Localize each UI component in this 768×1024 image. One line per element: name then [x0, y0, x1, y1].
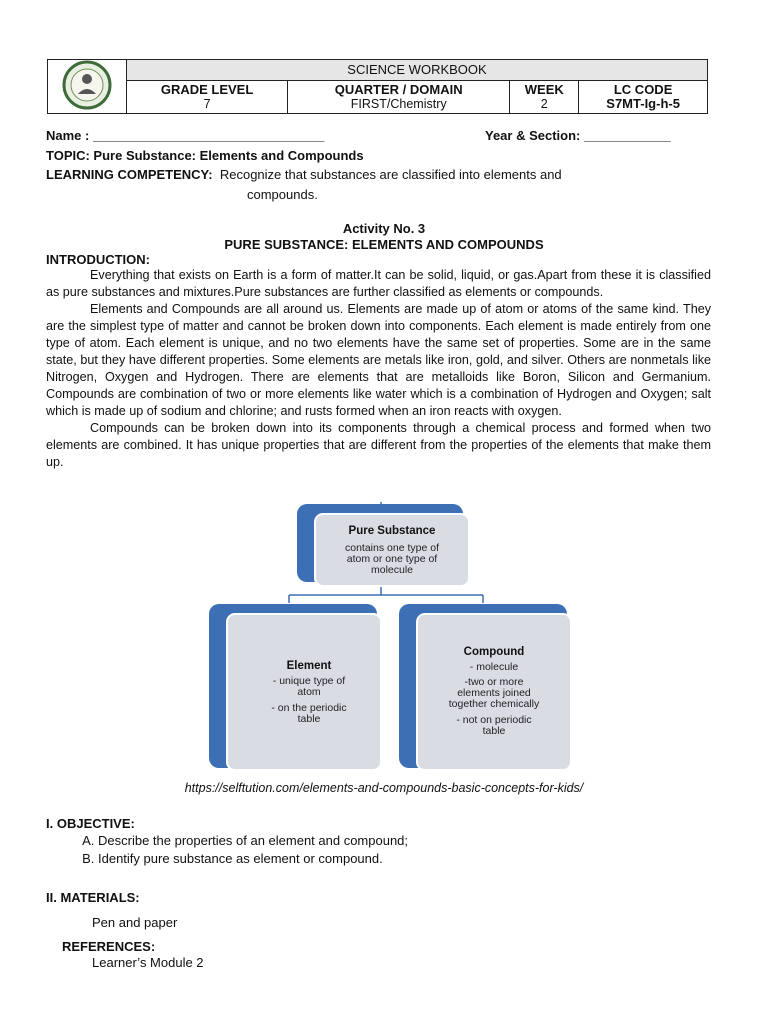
element-line: - on the periodic — [271, 702, 347, 714]
materials-text: Pen and paper — [92, 915, 178, 930]
compound-line: elements joined — [457, 687, 531, 699]
name-field[interactable]: Name : ________________________________ — [46, 128, 325, 143]
quarter-domain-cell — [288, 81, 510, 114]
grade-level-label: GRADE LEVEL — [160, 82, 254, 97]
references-text: Learner’s Module 2 — [92, 955, 204, 970]
element-title: Element — [286, 660, 332, 672]
week-label: WEEK — [524, 82, 564, 97]
week-cell — [510, 81, 579, 114]
element-line: atom — [297, 686, 321, 698]
lc-code-cell — [579, 81, 708, 114]
school-logo-cell — [48, 60, 127, 114]
materials-heading: II. MATERIALS: — [46, 890, 140, 905]
grade-level-value: 7 — [203, 97, 211, 111]
activity-number: Activity No. 3 — [342, 221, 426, 236]
learning-competency — [46, 167, 562, 183]
quarter-domain-label: QUARTER / DOMAIN — [334, 82, 463, 97]
compound-line: table — [482, 725, 506, 737]
intro-paragraph: Everything that exists on Earth is a form of matter.It can be solid, liquid, or gas.Apart from these it is classified as pure substances and mixtures.Pure substances are further classified as elements or compounds. — [46, 268, 711, 299]
element-line: table — [297, 713, 321, 725]
element-line: - unique type of — [272, 675, 346, 687]
compound-title: Compound — [463, 646, 525, 658]
workbook-title: SCIENCE WORKBOOK — [127, 60, 708, 81]
objective-heading: I. OBJECTIVE: — [46, 816, 135, 831]
source-url[interactable]: https://selftution.com/elements-and-compounds-basic-concepts-for-kids/ — [184, 781, 584, 795]
introduction-heading: INTRODUCTION: — [46, 252, 150, 267]
compound-line: - molecule — [469, 661, 519, 673]
objective-list — [76, 832, 408, 868]
competency-text-continued: compounds. — [247, 187, 318, 202]
quarter-domain-value: FIRST/Chemistry — [350, 97, 447, 111]
pure-substance-line: atom or one type of — [346, 553, 438, 565]
competency-label: LEARNING COMPETENCY: — [46, 167, 213, 182]
week-value: 2 — [540, 97, 548, 111]
topic-line: TOPIC: Pure Substance: Elements and Compounds — [46, 148, 364, 163]
compound-line: together chemically — [448, 698, 540, 710]
school-seal-icon — [52, 60, 122, 110]
pure-substance-line: molecule — [370, 564, 414, 576]
objective-item: A. Describe the properties of an element and compound; — [98, 832, 408, 850]
references-heading: REFERENCES: — [62, 939, 156, 954]
competency-text: Recognize that substances are classified into elements and — [219, 167, 562, 182]
compound-line: - not on periodic — [456, 714, 532, 726]
pure-substance-title: Pure Substance — [348, 525, 436, 537]
lc-code-value: S7MT-Ig-h-5 — [606, 96, 680, 111]
intro-paragraph: Compounds can be broken down into its components through a chemical process and formed when two elements are combined. It has unique properties that are different from the properties of the elements that make them up. — [46, 421, 711, 469]
header-table — [47, 59, 708, 114]
compound-line: -two or more — [464, 676, 524, 688]
intro-paragraph: Elements and Compounds are all around us. Elements are made up of atom or atoms of the same kind. They are the simplest type of matter and cannot be broken down into components. Each element is made entirely from one type of atom. Each element is unique, and no two elements have the same set of properties. Some are in the same state, but they have different properties. Some elements are metals like iron, gold, and silver. Others are nonmetals like Nitrogen, Oxygen and Hydrogen. There are elements that are metalloids like Boron, Silicon and Germanium. Compounds are combination of two or more elements like water which is a combination of Hydrogen and Oxygen; salt which is made up of sodium and chlorine; and rusts formed when an iron reacts with oxygen. — [46, 302, 711, 418]
introduction-body — [46, 267, 711, 471]
pure-substance-line: contains one type of — [345, 542, 439, 554]
pure-substance-diagram — [205, 498, 580, 773]
year-section-field[interactable]: Year & Section: ____________ — [485, 128, 671, 143]
grade-level-cell — [127, 81, 288, 114]
activity-title: PURE SUBSTANCE: ELEMENTS AND COMPOUNDS — [224, 237, 544, 252]
lc-code-label: LC CODE — [613, 82, 673, 97]
objective-item: B. Identify pure substance as element or compound. — [98, 850, 408, 868]
